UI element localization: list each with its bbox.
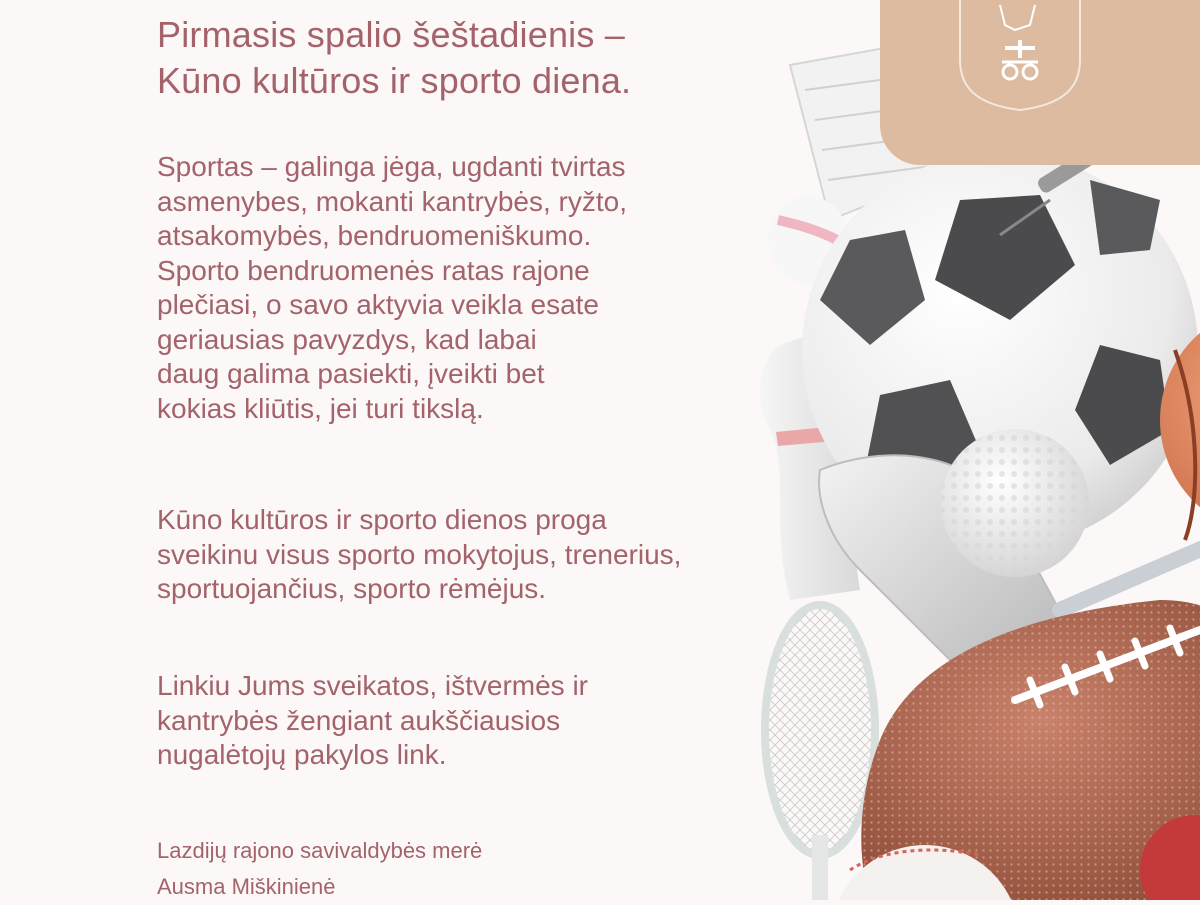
- text-line: kantrybės žengiant aukščiausios: [157, 704, 561, 736]
- text-line: sveikinu visus sporto mokytojus, trenerius,: [157, 538, 682, 570]
- text-line: plečiasi, o savo aktyvia veikla esate: [157, 289, 599, 320]
- signature-name: Ausma Miškinienė: [157, 874, 336, 899]
- signature-position: Lazdijų rajono savivaldybės merė: [157, 838, 483, 863]
- golf-ball-icon: [941, 429, 1089, 577]
- text-line: Sportas – galinga jėga, ugdanti tvirtas: [157, 151, 626, 182]
- tennis-racket-icon: [765, 605, 875, 900]
- paragraph-sport-power: [157, 150, 627, 426]
- text-line: Linkiu Jums sveikatos, ištvermės ir: [157, 670, 589, 701]
- text-line: nugalėtojų pakylos link.: [157, 739, 447, 770]
- text-line: asmenybes, mokanti kantrybės, ryžto,: [157, 185, 627, 217]
- paragraph-greeting: [157, 503, 681, 607]
- text-line: geriausias pavyzdys, kad labai: [157, 323, 537, 355]
- paragraph-wishes: [157, 669, 588, 773]
- text-line: kokias kliūtis, jei turi tikslą.: [157, 392, 484, 424]
- text-line: sportuojančius, sporto rėmėjus.: [157, 573, 547, 604]
- text-line: daug galima pasiekti, įveikti bet: [157, 358, 545, 389]
- title-line-2: Kūno kultūros ir sporto diena.: [157, 60, 632, 101]
- title-line-1: Pirmasis spalio šeštadienis –: [157, 14, 625, 55]
- text-line: Kūno kultūros ir sporto dienos proga: [157, 504, 607, 535]
- crest-badge: [880, 0, 1200, 165]
- page-title: [157, 12, 631, 104]
- text-line: Sporto bendruomenės ratas rajone: [157, 254, 590, 286]
- text-line: atsakomybės, bendruomeniškumo.: [157, 220, 592, 251]
